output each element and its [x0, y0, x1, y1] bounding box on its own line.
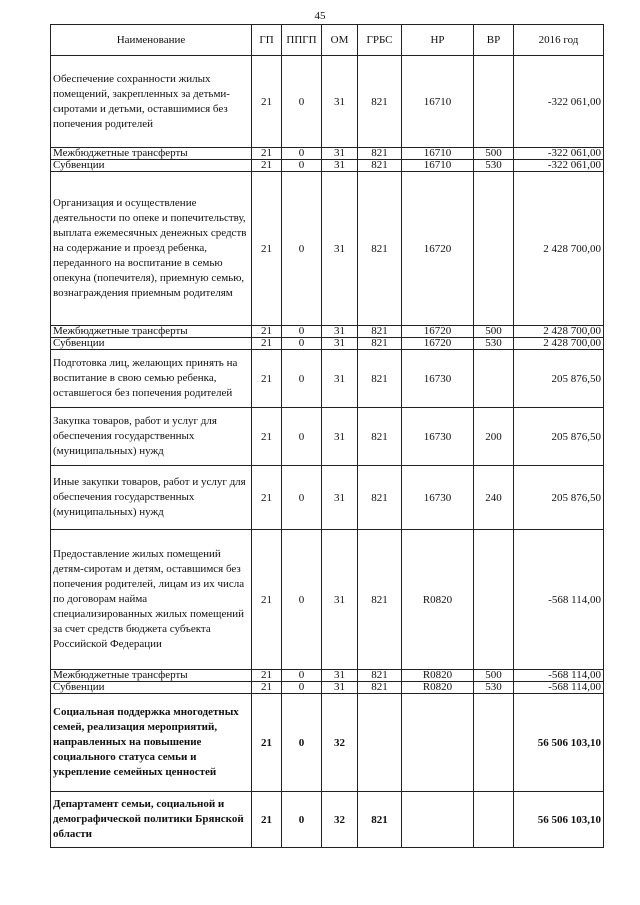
- header-year: 2016 год: [514, 25, 604, 56]
- table-row: [51, 694, 604, 792]
- row-ppgp: 0: [282, 682, 322, 694]
- row-nr: R0820: [402, 530, 474, 670]
- row-ppgp: 0: [282, 172, 322, 326]
- row-ppgp: 0: [282, 792, 322, 848]
- row-amount: -322 061,00: [514, 56, 604, 148]
- header-nr: НР: [402, 25, 474, 56]
- row-om: 31: [322, 408, 358, 466]
- row-name: Межбюджетные трансферты: [51, 148, 252, 160]
- row-name: Межбюджетные трансферты: [51, 326, 252, 338]
- row-grbs: [358, 694, 402, 792]
- row-om: 31: [322, 682, 358, 694]
- row-vr: 530: [474, 682, 514, 694]
- table-row: [51, 148, 604, 160]
- row-nr: [402, 792, 474, 848]
- table-row: [51, 172, 604, 326]
- row-ppgp: 0: [282, 530, 322, 670]
- row-name: Департамент семьи, социальной и демографической политики Брянской области: [51, 792, 252, 848]
- row-amount: -568 114,00: [514, 682, 604, 694]
- row-gp: 21: [252, 408, 282, 466]
- row-om: 31: [322, 172, 358, 326]
- row-om: 32: [322, 694, 358, 792]
- row-name: Обеспечение сохранности жилых помещений, закрепленных за детьми-сиротами и детьми, оставшимися без попечения родителей: [51, 56, 252, 148]
- row-name: Иные закупки товаров, работ и услуг для обеспечения государственных (муниципальных) нужд: [51, 466, 252, 530]
- header-gp: ГП: [252, 25, 282, 56]
- row-gp: 21: [252, 466, 282, 530]
- row-gp: 21: [252, 682, 282, 694]
- page-number: 45: [314, 10, 326, 22]
- row-nr: 16720: [402, 338, 474, 350]
- row-om: 31: [322, 160, 358, 172]
- row-gp: 21: [252, 160, 282, 172]
- table-row: [51, 792, 604, 848]
- row-gp: 21: [252, 326, 282, 338]
- row-ppgp: 0: [282, 466, 322, 530]
- row-nr: R0820: [402, 670, 474, 682]
- table-row: [51, 338, 604, 350]
- row-amount: -568 114,00: [514, 670, 604, 682]
- row-name: Предоставление жилых помещений детям-сиротам и детям, оставшимся без попечения родителей, лицам из их числа по договорам найма специализированных жилых помещений за счет средств бюджета субъекта Российской Федерации: [51, 530, 252, 670]
- row-amount: 205 876,50: [514, 466, 604, 530]
- row-nr: 16710: [402, 160, 474, 172]
- row-name: Закупка товаров, работ и услуг для обеспечения государственных (муниципальных) нужд: [51, 408, 252, 466]
- row-om: 31: [322, 148, 358, 160]
- row-gp: 21: [252, 338, 282, 350]
- budget-table: [50, 24, 604, 848]
- row-om: 31: [322, 350, 358, 408]
- row-amount: 56 506 103,10: [514, 694, 604, 792]
- row-name: Подготовка лиц, желающих принять на воспитание в свою семью ребенка, оставшегося без попечения родителей: [51, 350, 252, 408]
- row-gp: 21: [252, 56, 282, 148]
- row-grbs: 821: [358, 792, 402, 848]
- row-name: Социальная поддержка многодетных семей, реализация мероприятий, направленных на повышение социального статуса семьи и укрепление семейных ценностей: [51, 694, 252, 792]
- row-grbs: 821: [358, 56, 402, 148]
- row-om: 31: [322, 530, 358, 670]
- row-name: Субвенции: [51, 160, 252, 172]
- table-row: [51, 530, 604, 670]
- row-ppgp: 0: [282, 408, 322, 466]
- row-ppgp: 0: [282, 694, 322, 792]
- row-grbs: 821: [358, 670, 402, 682]
- row-ppgp: 0: [282, 670, 322, 682]
- row-vr: 500: [474, 148, 514, 160]
- table-row: [51, 682, 604, 694]
- row-vr: 500: [474, 326, 514, 338]
- row-gp: 21: [252, 792, 282, 848]
- row-name: Субвенции: [51, 682, 252, 694]
- row-grbs: 821: [358, 172, 402, 326]
- row-om: 31: [322, 466, 358, 530]
- row-amount: -568 114,00: [514, 530, 604, 670]
- row-gp: 21: [252, 530, 282, 670]
- row-grbs: 821: [358, 338, 402, 350]
- row-gp: 21: [252, 694, 282, 792]
- row-amount: -322 061,00: [514, 160, 604, 172]
- row-grbs: 821: [358, 682, 402, 694]
- row-vr: 240: [474, 466, 514, 530]
- row-nr: 16710: [402, 148, 474, 160]
- row-nr: R0820: [402, 682, 474, 694]
- row-nr: 16730: [402, 350, 474, 408]
- row-gp: 21: [252, 172, 282, 326]
- row-grbs: 821: [358, 408, 402, 466]
- table-row: [51, 670, 604, 682]
- row-vr: [474, 172, 514, 326]
- row-vr: [474, 694, 514, 792]
- row-amount: 2 428 700,00: [514, 172, 604, 326]
- row-vr: 500: [474, 670, 514, 682]
- table-row: [51, 466, 604, 530]
- row-nr: 16730: [402, 466, 474, 530]
- table-row: [51, 408, 604, 466]
- row-grbs: 821: [358, 350, 402, 408]
- row-om: 31: [322, 326, 358, 338]
- row-amount: 56 506 103,10: [514, 792, 604, 848]
- row-amount: 2 428 700,00: [514, 326, 604, 338]
- table-header-row: [51, 25, 604, 56]
- row-ppgp: 0: [282, 56, 322, 148]
- row-nr: 16730: [402, 408, 474, 466]
- row-gp: 21: [252, 350, 282, 408]
- row-vr: [474, 530, 514, 670]
- row-amount: 205 876,50: [514, 350, 604, 408]
- table-row: [51, 326, 604, 338]
- row-ppgp: 0: [282, 160, 322, 172]
- row-nr: 16720: [402, 172, 474, 326]
- table-row: [51, 350, 604, 408]
- header-om: ОМ: [322, 25, 358, 56]
- row-nr: 16720: [402, 326, 474, 338]
- row-gp: 21: [252, 670, 282, 682]
- row-grbs: 821: [358, 466, 402, 530]
- row-om: 31: [322, 56, 358, 148]
- row-name: Организация и осуществление деятельности по опеке и попечительству, выплата ежемесячных денежных средств на содержание и проезд ребенка, переданного на воспитание в семью опекуна (попечителя), приемную семью, вознаграждения приемным родителям: [51, 172, 252, 326]
- row-vr: 530: [474, 160, 514, 172]
- row-ppgp: 0: [282, 148, 322, 160]
- row-grbs: 821: [358, 326, 402, 338]
- table-row: [51, 56, 604, 148]
- row-amount: -322 061,00: [514, 148, 604, 160]
- header-ppgp: ППГП: [282, 25, 322, 56]
- row-vr: [474, 56, 514, 148]
- row-om: 31: [322, 670, 358, 682]
- header-grbs: ГРБС: [358, 25, 402, 56]
- row-ppgp: 0: [282, 350, 322, 408]
- row-grbs: 821: [358, 530, 402, 670]
- row-ppgp: 0: [282, 338, 322, 350]
- row-amount: 205 876,50: [514, 408, 604, 466]
- row-name: Межбюджетные трансферты: [51, 670, 252, 682]
- row-vr: 200: [474, 408, 514, 466]
- row-om: 31: [322, 338, 358, 350]
- row-om: 32: [322, 792, 358, 848]
- row-vr: [474, 792, 514, 848]
- row-nr: [402, 694, 474, 792]
- header-name: Наименование: [51, 25, 252, 56]
- row-vr: 530: [474, 338, 514, 350]
- row-vr: [474, 350, 514, 408]
- row-name: Субвенции: [51, 338, 252, 350]
- header-vr: ВР: [474, 25, 514, 56]
- row-nr: 16710: [402, 56, 474, 148]
- row-grbs: 821: [358, 160, 402, 172]
- row-amount: 2 428 700,00: [514, 338, 604, 350]
- row-grbs: 821: [358, 148, 402, 160]
- row-gp: 21: [252, 148, 282, 160]
- row-ppgp: 0: [282, 326, 322, 338]
- table-row: [51, 160, 604, 172]
